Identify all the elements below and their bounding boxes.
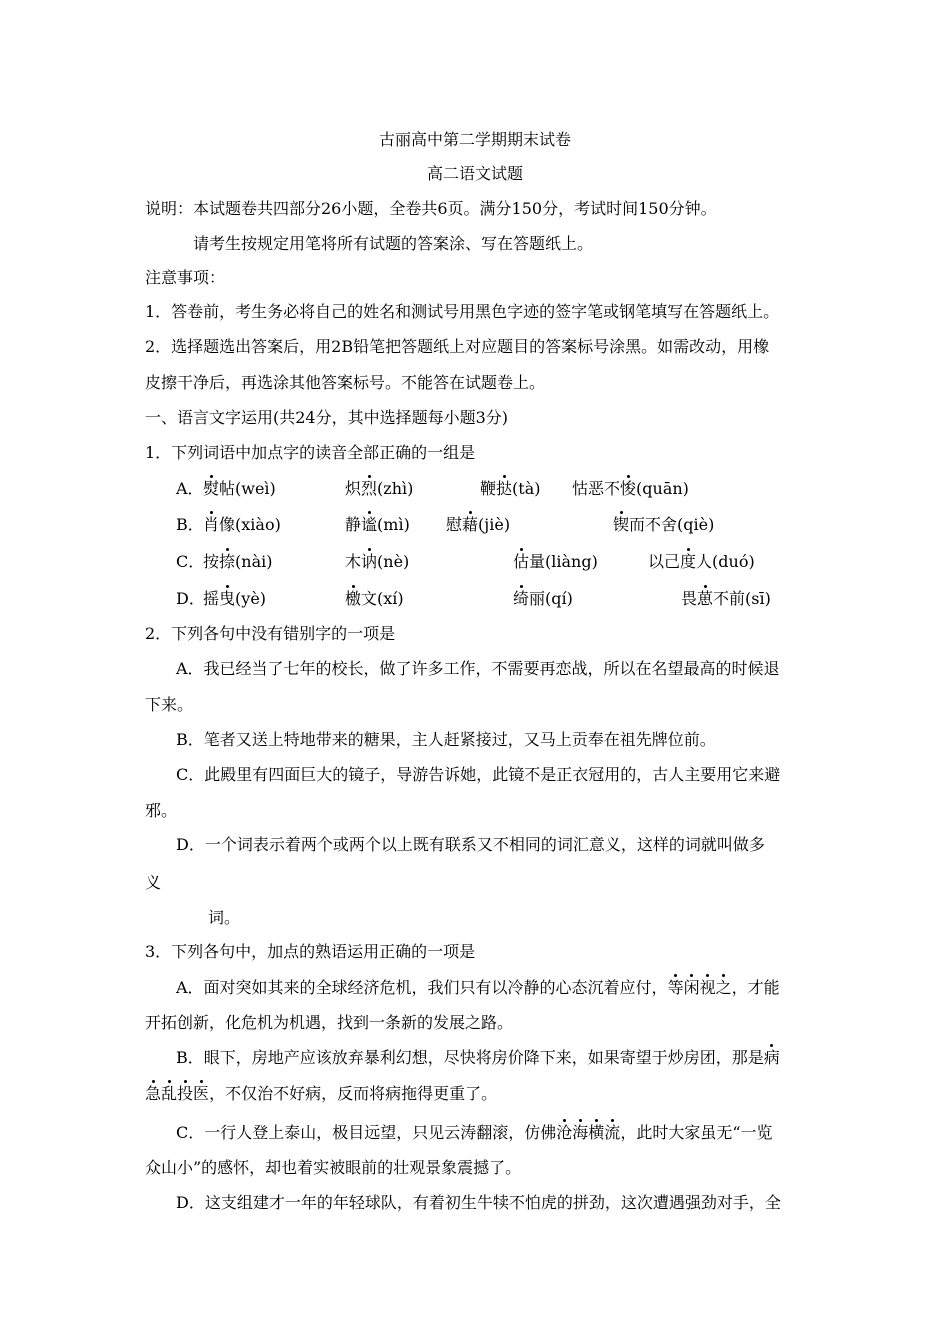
option-a-text: A．我已经当了七年的校长，做了许多工作，不需要再恋战，所以在名望最高的时候退 [176, 659, 780, 678]
dotted-char: 海 [572, 1123, 589, 1142]
option-label: A． [176, 479, 204, 498]
option-item: 估量(liàng) [513, 552, 598, 571]
dotted-char: 医 [193, 1084, 210, 1103]
option-item: 熨帖(weì) [203, 479, 276, 498]
option-d-text-cont2: 词。 [208, 908, 241, 927]
question-2-stem: 2．下列各句中没有错别字的一项是 [145, 624, 396, 643]
dotted-char: 之 [715, 978, 732, 997]
dotted-char: 投 [177, 1084, 194, 1103]
exam-subtitle: 高二语文试题 [426, 164, 523, 183]
option-c-text-cont: 邪。 [145, 801, 178, 820]
dotted-char: 度 [680, 552, 697, 571]
dotted-char: 捺 [219, 552, 236, 571]
dotted-char: 讷 [361, 552, 378, 571]
dotted-char: 葸 [697, 589, 714, 608]
option-item: 畏葸不前(sī) [681, 589, 771, 608]
notice-item-2-cont: 皮擦干净后，再选涂其他答案标号。不能答在试题卷上。 [145, 373, 546, 392]
option-label: B． [176, 515, 204, 534]
option-item: 怙恶不悛(quān) [572, 479, 689, 498]
option-item: 锲而不舍(qiè) [613, 515, 715, 534]
option-c-text-cont: 众山小”的感怀，却也着实被眼前的壮观景象震撼了。 [145, 1158, 522, 1177]
dotted-char: 绮 [513, 589, 530, 608]
option-label: D． [176, 589, 205, 608]
option-c-text: C．一行人登上泰山，极目远望，只见云涛翻滚，仿佛沧海横流，此时大家虽无“一览 [176, 1123, 773, 1142]
option-label: C． [176, 552, 205, 571]
dotted-char: 曳 [219, 589, 236, 608]
question-3-stem: 3．下列各句中，加点的熟语运用正确的一项是 [145, 942, 476, 961]
option-item: 摇曳(yè) [203, 589, 267, 608]
dotted-char: 流 [604, 1123, 621, 1142]
dotted-char: 藉 [462, 515, 479, 534]
option-item: 肖像(xiào) [203, 515, 281, 534]
dotted-char: 锲 [613, 515, 630, 534]
option-d-text: D．这支组建才一年的年轻球队，有着初生牛犊不怕虎的拼劲，这次遭遇强劲对手，全 [176, 1193, 781, 1212]
dotted-char: 乱 [161, 1084, 178, 1103]
instruction-line-1: 说明：本试题卷共四部分26小题，全卷共6页。满分150分，考试时间150分钟。 [145, 199, 717, 218]
question-1-stem: 1．下列词语中加点字的读音全部正确的一组是 [145, 443, 476, 462]
dotted-idiom [145, 1084, 209, 1103]
dotted-char: 估 [513, 552, 530, 571]
section-heading: 一、语言文字运用(共24分，其中选择题每小题3分) [145, 408, 509, 427]
instruction-line-2: 请考生按规定用笔将所有试题的答案涂、写在答题纸上。 [193, 234, 594, 253]
dotted-char: 烈 [361, 479, 378, 498]
option-item: 以己度人(duó) [648, 552, 755, 571]
dotted-idiom [764, 1048, 780, 1067]
option-b-text: B．笔者又送上特地带来的糖果，主人赶紧接过，又马上贡奉在祖先牌位前。 [176, 730, 716, 749]
option-a-text-cont: 下来。 [145, 695, 194, 714]
option-b-text-cont: 急乱投医，不仅治不好病，反而将病拖得更重了。 [145, 1084, 498, 1103]
dotted-char: 急 [145, 1084, 162, 1103]
option-item: 按捺(nài) [203, 552, 273, 571]
dotted-char: 病 [763, 1048, 780, 1067]
notice-title: 注意事项： [145, 268, 226, 287]
dotted-idiom [668, 978, 732, 997]
option-d-text: D．一个词表示着两个或两个以上既有联系又不相同的词汇意义，这样的词就叫做多 [176, 835, 765, 854]
option-b-text: B．眼下，房地产应该放弃暴利幻想，尽快将房价降下来，如果寄望于炒房团，那是病 [176, 1048, 780, 1067]
option-a-text: A．面对突如其来的全球经济危机，我们只有以冷静的心态沉着应付，等闲视之，才能 [176, 978, 780, 997]
notice-item-2: 2．选择题选出答案后，用2B铅笔把答题纸上对应题目的答案标号涂黑。如需改动，用橡 [145, 337, 770, 356]
dotted-char: 肖 [203, 515, 220, 534]
dotted-char: 闲 [683, 978, 700, 997]
option-d-text-cont: 义 [145, 873, 162, 892]
notice-item-1: 1．答卷前，考生务必将自己的姓名和测试号用黑色字迹的签字笔或钢笔填写在答题纸上。 [145, 302, 780, 321]
option-item: 木讷(nè) [345, 552, 410, 571]
dotted-char: 挞 [496, 479, 513, 498]
option-item: 慰藉(jiè) [446, 515, 511, 534]
exam-title: 古丽高中第二学期期末试卷 [378, 130, 571, 149]
dotted-char: 熨 [203, 479, 220, 498]
option-item: 檄文(xí) [345, 589, 404, 608]
dotted-char: 谧 [361, 515, 378, 534]
dotted-char: 檄 [345, 589, 362, 608]
dotted-char: 悛 [620, 479, 637, 498]
option-item: 绮丽(qí) [513, 589, 573, 608]
option-item: 炽烈(zhì) [345, 479, 414, 498]
dotted-char: 等 [667, 978, 684, 997]
dotted-idiom [556, 1123, 620, 1142]
dotted-char: 沧 [556, 1123, 573, 1142]
dotted-char: 视 [699, 978, 716, 997]
option-c-text: C．此殿里有四面巨大的镜子，导游告诉她，此镜不是正衣冠用的，古人主要用它来避 [176, 765, 781, 784]
option-item: 静谧(mì) [345, 515, 410, 534]
dotted-char: 横 [588, 1123, 605, 1142]
option-a-text-cont: 开拓创新，化危机为机遇，找到一条新的发展之路。 [145, 1013, 514, 1032]
option-item: 鞭挞(tà) [480, 479, 541, 498]
